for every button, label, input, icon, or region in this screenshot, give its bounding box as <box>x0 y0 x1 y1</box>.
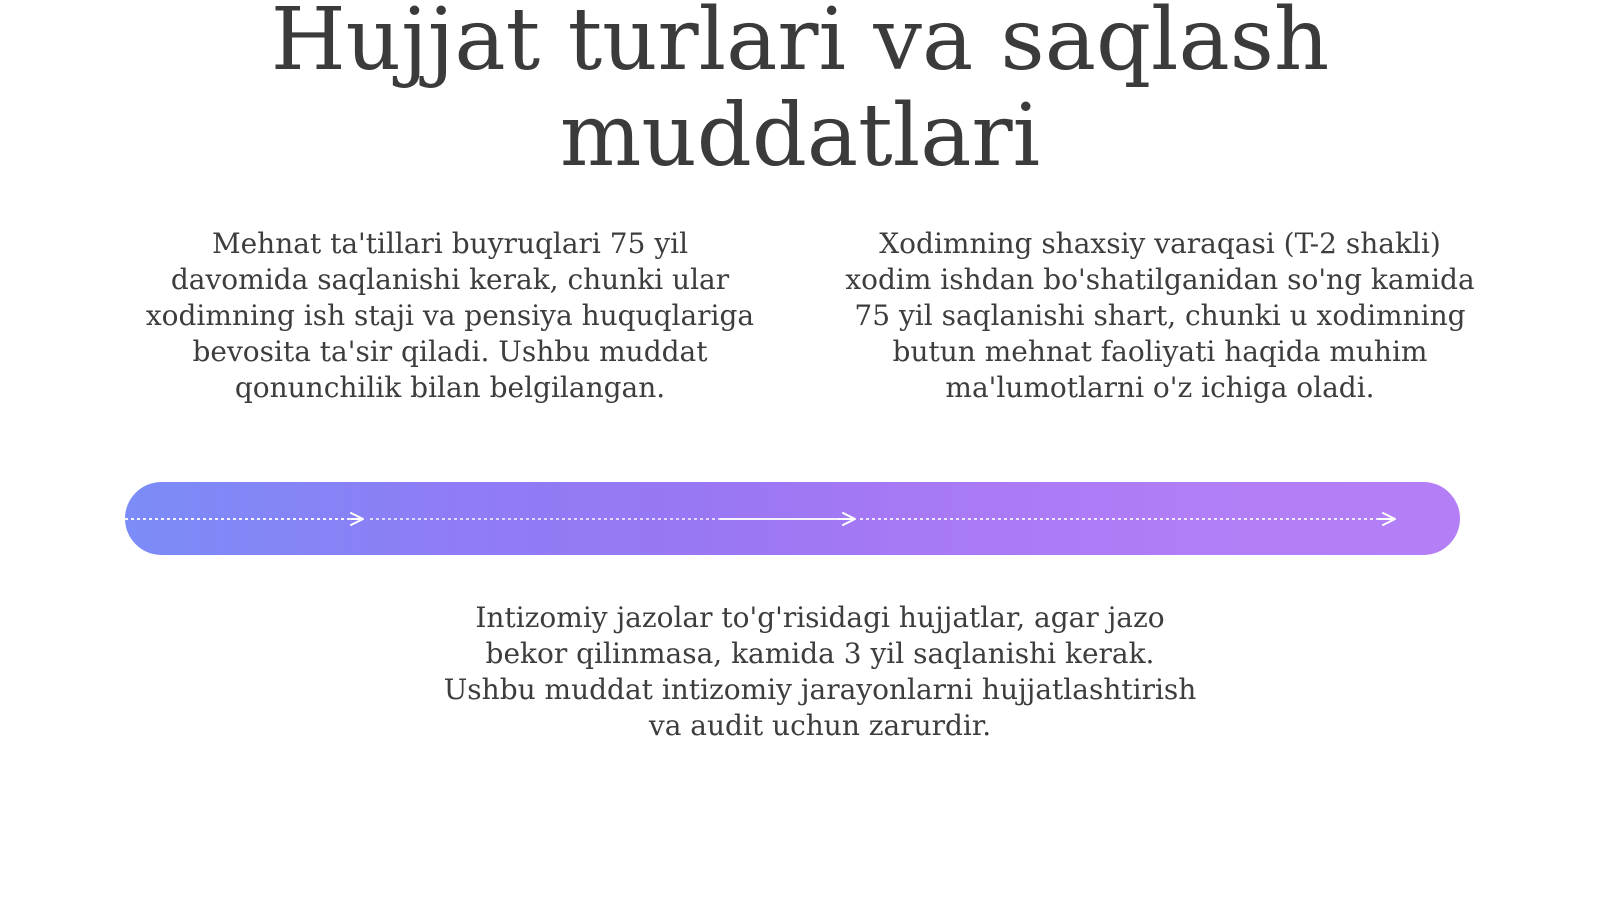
arrow-right-icon <box>1379 513 1395 525</box>
retention-note-disciplinary: Intizomiy jazolar to'g'risidagi hujjatlar, agar jazo bekor qilinmasa, kamida 3 yil saqlanishi kerak. Ushbu muddat intizomiy jarayonlarni hujjatlashtirish va audit uchun zarurdir. <box>443 601 1197 742</box>
timeline-arrows <box>125 482 1460 555</box>
page-title: Hujjat turlari va saqlash muddatlari <box>270 0 1330 186</box>
arrow-right-icon <box>351 513 363 525</box>
retention-note-leave-orders: Mehnat ta'tillari buyruqlari 75 yil davomida saqlanishi kerak, chunki ular xodimning ish staji va pensiya huquqlariga bevosita ta'sir qiladi. Ushbu muddat qonunchilik bilan belgilangan. <box>145 227 755 404</box>
timeline-bar <box>125 482 1460 555</box>
retention-note-personal-card: Xodimning shaxsiy varaqasi (T-2 shakli) xodim ishdan bo'shatilganidan so'ng kamida 75 yil saqlanishi shart, chunki u xodimning butun mehnat faoliyati haqida muhim ma'lumotlarni o'z ichiga oladi. <box>845 227 1475 404</box>
arrow-right-icon <box>839 513 855 525</box>
